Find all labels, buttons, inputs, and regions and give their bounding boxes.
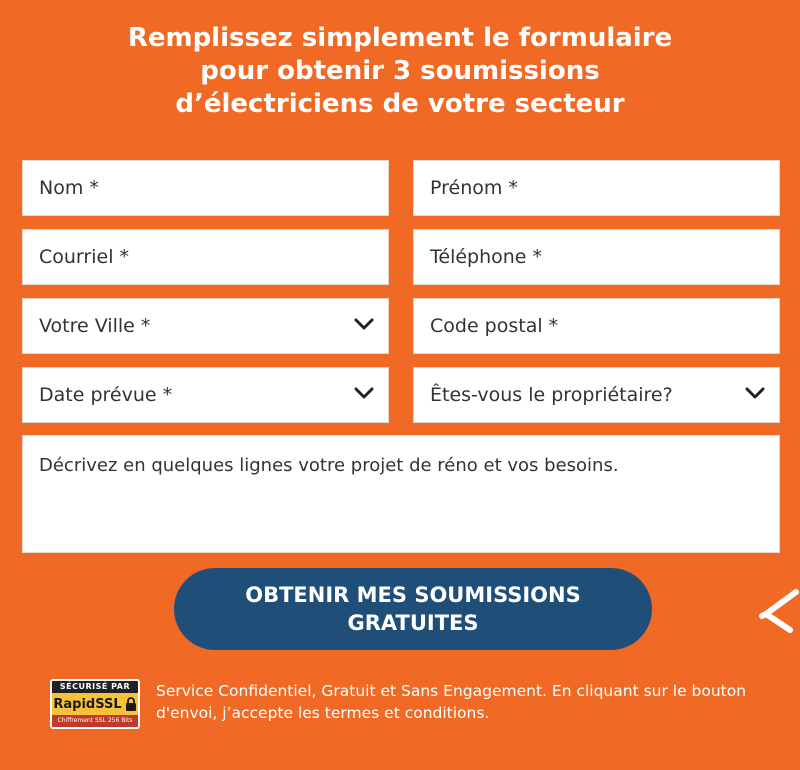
submit-button[interactable] — [174, 568, 652, 650]
ssl-badge-brand-row — [52, 693, 138, 715]
courriel-placeholder: Courriel * — [39, 246, 130, 268]
proprietaire-selected-value: Êtes-vous le propriétaire? — [430, 384, 673, 406]
ssl-badge-top: SÉCURISÉ PAR — [52, 681, 138, 693]
nom-field[interactable] — [22, 160, 389, 216]
arrow-icon — [756, 588, 800, 634]
prenom-placeholder: Prénom * — [430, 177, 518, 199]
code-postal-field[interactable] — [413, 298, 780, 354]
chevron-down-icon — [745, 386, 765, 400]
submit-label-line-2: GRATUITES — [347, 611, 479, 635]
chevron-down-icon — [354, 317, 374, 331]
description-textarea[interactable] — [22, 435, 780, 553]
courriel-field[interactable] — [22, 229, 389, 285]
date-selected-value: Date prévue * — [39, 384, 173, 406]
chevron-down-icon — [354, 386, 374, 400]
page-title — [0, 22, 800, 121]
nom-placeholder: Nom * — [39, 177, 99, 199]
lock-icon — [125, 697, 137, 711]
headline-line-1: Remplissez simplement le formulaire — [127, 23, 673, 53]
proprietaire-select[interactable] — [413, 367, 780, 423]
telephone-placeholder: Téléphone * — [430, 246, 543, 268]
ville-selected-value: Votre Ville * — [39, 315, 151, 337]
description-placeholder: Décrivez en quelques lignes votre projet de réno et vos besoins. — [39, 455, 619, 476]
ssl-badge-bottom: Chiffrement SSL 256 Bits — [52, 715, 138, 727]
headline-line-3: d’électriciens de votre secteur — [175, 89, 625, 119]
ville-select[interactable] — [22, 298, 389, 354]
ssl-badge — [50, 679, 140, 729]
date-select[interactable] — [22, 367, 389, 423]
headline-line-2: pour obtenir 3 soumissions — [200, 56, 600, 86]
ssl-badge-brand: RapidSSL — [53, 696, 122, 712]
legal-notice: Service Confidentiel, Gratuit et Sans Engagement. En cliquant sur le bouton d'envoi, j’accepte les termes et conditions. — [156, 682, 747, 722]
submit-label-line-1: OBTENIR MES SOUMISSIONS — [245, 583, 581, 607]
prenom-field[interactable] — [413, 160, 780, 216]
telephone-field[interactable] — [413, 229, 780, 285]
code-postal-placeholder: Code postal * — [430, 315, 559, 337]
